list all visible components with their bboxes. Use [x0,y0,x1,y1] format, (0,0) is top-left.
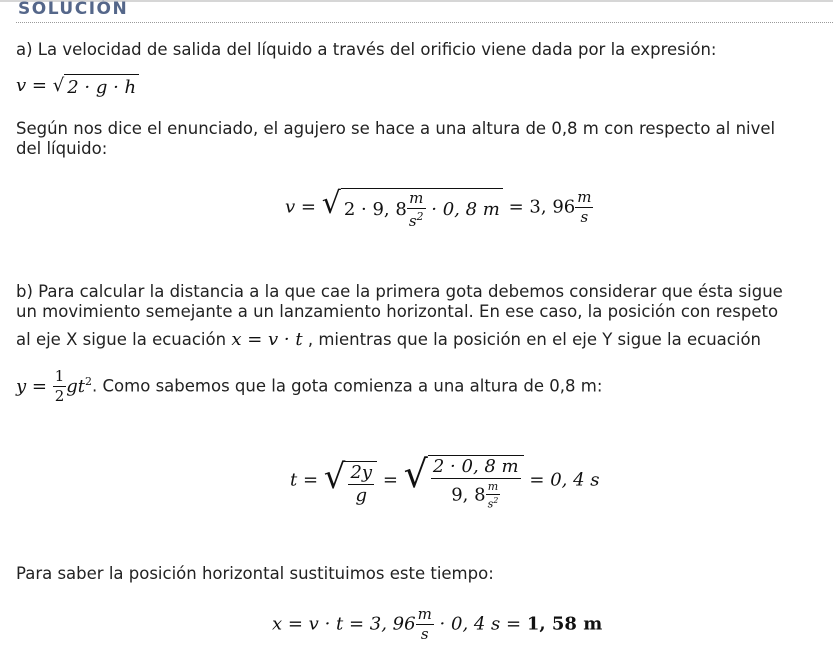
x-equation: x = v · t [231,329,303,350]
time-frac2-unit-exp: 2 [493,495,499,505]
section-header [16,1,833,23]
part-a-statement-line1: Según nos dice el enunciado, el agujero se hace a una altura de 0,8 m con respecto al nivel [16,119,776,138]
calc-radicand-a: 2 · 9, 8 [343,198,407,220]
position-lhs: x = v · t = 3, 96 [272,613,416,635]
part-b-line3-post: , mientras que la posición en el eje Y sigue la ecuación [307,330,761,349]
calc-result-unit-den: s [580,207,589,226]
part-b-line4-post: . Como sabemos que la gota comienza a una altura de 0,8 m: [92,376,603,396]
time-radical-2 [404,452,524,509]
calc-result-unit-num: m [577,187,592,206]
y-eq: = [31,375,47,397]
time-frac1-num: 2y [350,461,373,483]
formula-eq: = [31,75,47,96]
y-lhs: y [16,375,27,397]
part-b-line2: un movimiento semejante a un lanzamiento horizontal. En ese caso, la posición con respeto [16,302,779,321]
position-mid: · 0, 4 s = [439,613,522,635]
part-a-intro: a) La velocidad de salida del líquido a través del orificio viene dada por la expresión: [16,40,717,59]
calc-radical [322,186,503,229]
y-exp: 2 [85,374,93,388]
calc-radicand-b: · 0, 8 m [431,198,500,220]
time-radical-1-body [345,461,377,505]
formula-radicand: 2 · g · h [64,74,139,98]
calc-unit-num: m [407,191,426,209]
time-frac2-unit-num: m [486,481,501,495]
velocity-calculation [285,186,593,229]
formula-radical [53,74,139,98]
part-b-line1: b) Para calcular la distancia a la que cae la primera gota debemos considerar que ésta sigue [16,282,783,301]
calc-radicand [341,188,503,229]
time-result: 0, 4 s [550,469,600,491]
time-frac1-den: g [355,484,368,506]
formula-lhs: v [16,75,27,96]
half-den: 2 [54,387,65,405]
part-a-statement-line2: del líquido: [16,139,108,158]
calc-result-unit [575,187,593,226]
calc-unit-den: s [408,211,417,230]
time-calculation [290,452,600,509]
radical-sign: √ [52,75,65,96]
part-c-intro: Para saber la posición horizontal sustituimos este tiempo: [16,564,494,583]
time-radical-2-body [428,455,524,510]
y-equation [16,367,93,405]
calc-lhs: v [285,196,296,218]
time-frac2-unit-den: s [487,497,494,511]
part-b-line3-pre: al eje X sigue la ecuación [16,330,227,349]
time-frac1 [348,461,374,506]
position-unit [416,607,434,642]
calc-eq2: = [508,196,524,218]
section-title: SOLUCIÓN [18,0,129,19]
position-calculation [272,607,602,642]
time-eq3: = [529,469,545,491]
calc-unit-fraction [407,188,426,230]
time-radical-1 [324,457,377,505]
y-rest: gt [66,375,86,397]
calc-unit-exp: 2 [416,209,424,223]
time-frac2-den: 9, 8 [451,484,486,505]
radical-sign: √ [323,456,346,497]
position-unit-num: m [417,605,432,623]
half-fraction [53,369,67,404]
time-frac2 [431,455,521,511]
part-b-line3 [16,330,761,350]
position-result: 1, 58 m [526,613,603,635]
time-lhs: t [290,469,298,491]
position-unit-den: s [420,625,429,643]
velocity-formula [16,74,139,98]
time-frac2-num: 2 · 0, 8 m [432,455,519,477]
part-b-line4 [16,369,602,404]
calc-result: 3, 96 [529,196,576,218]
time-eq2: = [382,469,398,491]
calc-eq: = [300,196,316,218]
time-frac2-unit [486,481,501,510]
radical-sign: √ [321,186,341,221]
radical-sign: √ [403,452,428,496]
time-eq: = [302,469,319,491]
half-num: 1 [54,367,65,385]
